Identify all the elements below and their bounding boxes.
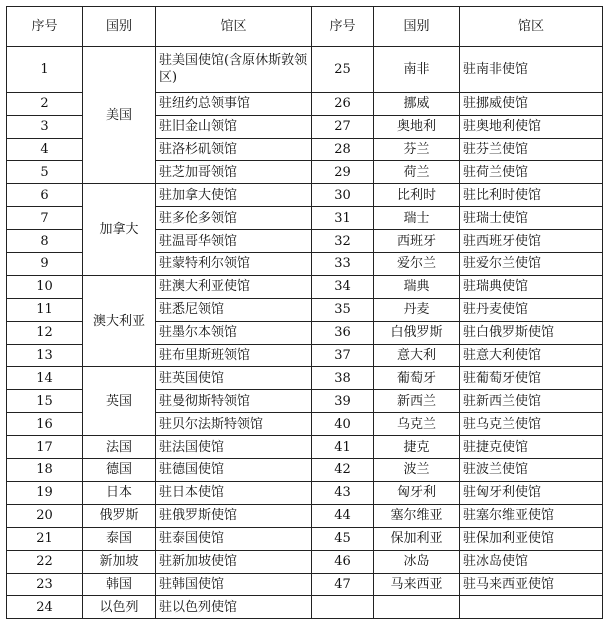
country-cell: 南非 [374, 47, 460, 93]
country-cell: 西班牙 [374, 230, 460, 253]
country-cell: 瑞典 [374, 275, 460, 298]
row-no: 10 [7, 275, 83, 298]
row-no: 42 [312, 459, 374, 482]
country-cell: 塞尔维亚 [374, 504, 460, 527]
country-cell: 意大利 [374, 344, 460, 367]
mission-cell: 驻冰岛使馆 [460, 550, 603, 573]
mission-cell: 驻蒙特利尔领馆 [156, 253, 312, 276]
country-group-usa: 美国 [83, 47, 156, 184]
country-cell: 丹麦 [374, 298, 460, 321]
mission-cell: 驻挪威使馆 [460, 92, 603, 115]
mission-cell: 驻西班牙使馆 [460, 230, 603, 253]
mission-cell: 驻加拿大使馆 [156, 184, 312, 207]
country-cell: 法国 [83, 436, 156, 459]
country-cell: 奥地利 [374, 115, 460, 138]
mission-cell: 驻奥地利使馆 [460, 115, 603, 138]
mission-cell: 驻德国使馆 [156, 459, 312, 482]
country-cell: 俄罗斯 [83, 504, 156, 527]
mission-cell: 驻日本使馆 [156, 481, 312, 504]
country-group-uk: 英国 [83, 367, 156, 436]
country-cell: 德国 [83, 459, 156, 482]
row-no: 4 [7, 138, 83, 161]
mission-cell: 驻瑞典使馆 [460, 275, 603, 298]
country-cell-empty [374, 596, 460, 619]
mission-cell: 驻英国使馆 [156, 367, 312, 390]
mission-cell: 驻保加利亚使馆 [460, 527, 603, 550]
row-no: 21 [7, 527, 83, 550]
mission-cell: 驻泰国使馆 [156, 527, 312, 550]
mission-cell: 驻葡萄牙使馆 [460, 367, 603, 390]
mission-cell: 驻丹麦使馆 [460, 298, 603, 321]
mission-cell: 驻新加坡使馆 [156, 550, 312, 573]
mission-cell: 驻贝尔法斯特领馆 [156, 413, 312, 436]
row-no: 20 [7, 504, 83, 527]
mission-cell: 驻韩国使馆 [156, 573, 312, 596]
mission-cell: 驻墨尔本领馆 [156, 321, 312, 344]
mission-cell: 驻旧金山领馆 [156, 115, 312, 138]
table-row [7, 596, 603, 619]
table-header-row [7, 7, 603, 47]
mission-cell: 驻洛杉矶领馆 [156, 138, 312, 161]
row-no: 25 [312, 47, 374, 93]
mission-cell: 驻匈牙利使馆 [460, 481, 603, 504]
row-no: 43 [312, 481, 374, 504]
row-no: 26 [312, 92, 374, 115]
table-row [7, 573, 603, 596]
country-cell: 韩国 [83, 573, 156, 596]
table-row [7, 436, 603, 459]
row-no: 45 [312, 527, 374, 550]
row-no: 47 [312, 573, 374, 596]
country-cell: 保加利亚 [374, 527, 460, 550]
row-no: 12 [7, 321, 83, 344]
row-no: 8 [7, 230, 83, 253]
row-no: 34 [312, 275, 374, 298]
mission-cell: 驻芝加哥领馆 [156, 161, 312, 184]
mission-cell: 驻乌克兰使馆 [460, 413, 603, 436]
mission-cell: 驻瑞士使馆 [460, 207, 603, 230]
header-mission: 馆区 [156, 7, 312, 47]
country-cell: 乌克兰 [374, 413, 460, 436]
row-no: 40 [312, 413, 374, 436]
country-cell: 冰岛 [374, 550, 460, 573]
header-no: 序号 [7, 7, 83, 47]
row-no: 27 [312, 115, 374, 138]
mission-cell: 驻芬兰使馆 [460, 138, 603, 161]
mission-cell: 驻荷兰使馆 [460, 161, 603, 184]
country-cell: 日本 [83, 481, 156, 504]
row-no: 3 [7, 115, 83, 138]
row-no: 36 [312, 321, 374, 344]
table-row [7, 367, 603, 390]
row-no: 5 [7, 161, 83, 184]
country-cell: 荷兰 [374, 161, 460, 184]
row-no: 28 [312, 138, 374, 161]
row-no: 24 [7, 596, 83, 619]
mission-cell: 驻马来西亚使馆 [460, 573, 603, 596]
country-cell: 爱尔兰 [374, 253, 460, 276]
row-no: 15 [7, 390, 83, 413]
row-no: 22 [7, 550, 83, 573]
table-row [7, 527, 603, 550]
mission-cell: 驻爱尔兰使馆 [460, 253, 603, 276]
country-cell: 芬兰 [374, 138, 460, 161]
mission-cell: 驻曼彻斯特领馆 [156, 390, 312, 413]
mission-cell: 驻悉尼领馆 [156, 298, 312, 321]
header-no: 序号 [312, 7, 374, 47]
country-cell: 瑞士 [374, 207, 460, 230]
country-group-australia: 澳大利亚 [83, 275, 156, 367]
mission-cell: 驻布里斯班领馆 [156, 344, 312, 367]
row-no: 9 [7, 253, 83, 276]
row-no: 19 [7, 481, 83, 504]
row-no: 30 [312, 184, 374, 207]
country-cell: 以色列 [83, 596, 156, 619]
country-cell: 马来西亚 [374, 573, 460, 596]
mission-cell: 驻白俄罗斯使馆 [460, 321, 603, 344]
row-no-empty [312, 596, 374, 619]
country-cell: 新西兰 [374, 390, 460, 413]
table-row [7, 47, 603, 93]
row-no: 7 [7, 207, 83, 230]
header-mission: 馆区 [460, 7, 603, 47]
header-country: 国别 [374, 7, 460, 47]
row-no: 39 [312, 390, 374, 413]
row-no: 6 [7, 184, 83, 207]
row-no: 32 [312, 230, 374, 253]
row-no: 23 [7, 573, 83, 596]
row-no: 35 [312, 298, 374, 321]
row-no: 1 [7, 47, 83, 93]
mission-cell: 驻法国使馆 [156, 436, 312, 459]
mission-cell: 驻澳大利亚使馆 [156, 275, 312, 298]
country-cell: 捷克 [374, 436, 460, 459]
row-no: 14 [7, 367, 83, 390]
country-cell: 泰国 [83, 527, 156, 550]
country-cell: 波兰 [374, 459, 460, 482]
row-no: 29 [312, 161, 374, 184]
country-cell: 新加坡 [83, 550, 156, 573]
row-no: 18 [7, 459, 83, 482]
mission-cell: 驻多伦多领馆 [156, 207, 312, 230]
country-cell: 匈牙利 [374, 481, 460, 504]
mission-cell: 驻波兰使馆 [460, 459, 603, 482]
table-row [7, 275, 603, 298]
mission-cell: 驻以色列使馆 [156, 596, 312, 619]
row-no: 44 [312, 504, 374, 527]
mission-cell: 驻南非使馆 [460, 47, 603, 93]
country-cell: 挪威 [374, 92, 460, 115]
row-no: 41 [312, 436, 374, 459]
row-no: 11 [7, 298, 83, 321]
table-row [7, 550, 603, 573]
mission-cell: 驻温哥华领馆 [156, 230, 312, 253]
table-row [7, 184, 603, 207]
mission-cell-empty [460, 596, 603, 619]
row-no: 38 [312, 367, 374, 390]
row-no: 31 [312, 207, 374, 230]
country-cell: 比利时 [374, 184, 460, 207]
table-row [7, 459, 603, 482]
missions-table [6, 6, 603, 619]
mission-cell: 驻塞尔维亚使馆 [460, 504, 603, 527]
mission-cell: 驻美国使馆(含原休斯敦领区) [156, 47, 312, 93]
row-no: 13 [7, 344, 83, 367]
row-no: 37 [312, 344, 374, 367]
mission-cell: 驻意大利使馆 [460, 344, 603, 367]
header-country: 国别 [83, 7, 156, 47]
row-no: 2 [7, 92, 83, 115]
mission-cell: 驻捷克使馆 [460, 436, 603, 459]
country-cell: 葡萄牙 [374, 367, 460, 390]
row-no: 17 [7, 436, 83, 459]
row-no: 33 [312, 253, 374, 276]
row-no: 46 [312, 550, 374, 573]
table-row [7, 481, 603, 504]
country-group-canada: 加拿大 [83, 184, 156, 276]
mission-cell: 驻俄罗斯使馆 [156, 504, 312, 527]
mission-cell: 驻新西兰使馆 [460, 390, 603, 413]
row-no: 16 [7, 413, 83, 436]
table-row [7, 504, 603, 527]
mission-cell: 驻纽约总领事馆 [156, 92, 312, 115]
mission-cell: 驻比利时使馆 [460, 184, 603, 207]
country-cell: 白俄罗斯 [374, 321, 460, 344]
